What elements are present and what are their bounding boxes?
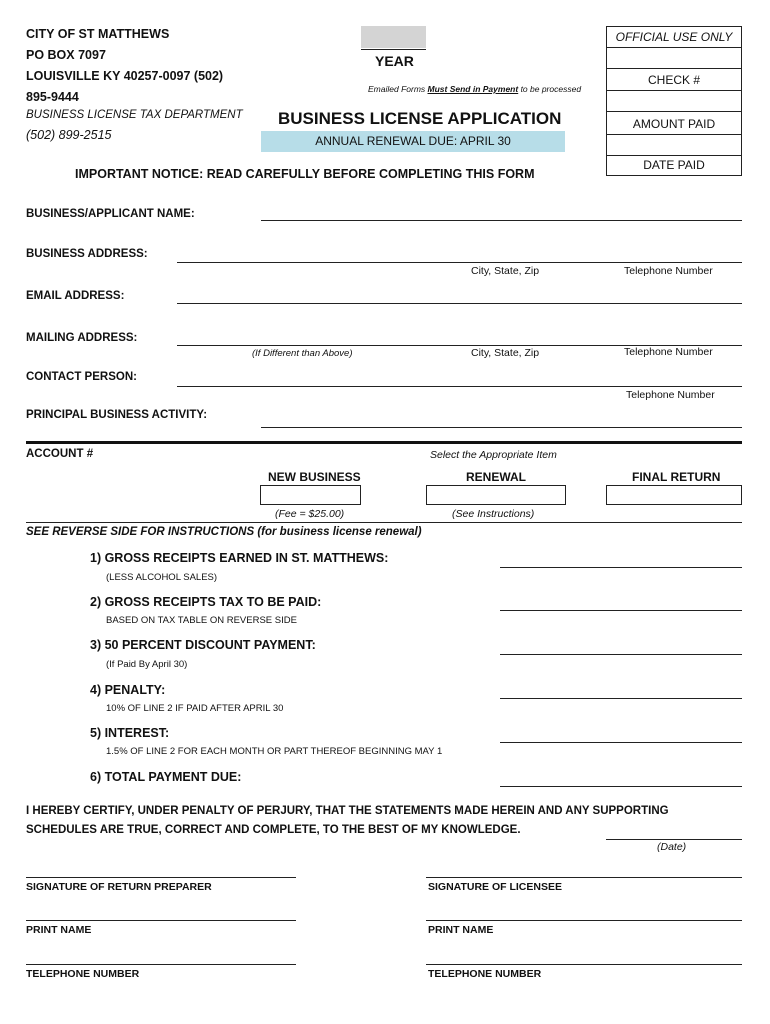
preparer-signature-label: SIGNATURE OF RETURN PREPARER: [26, 881, 212, 893]
business-address-field[interactable]: [177, 262, 742, 263]
final-return-checkbox[interactable]: [606, 485, 742, 505]
item-gross-receipts-title: 1) GROSS RECEIPTS EARNED IN ST. MATTHEWS:: [90, 551, 389, 565]
section-divider: [26, 441, 742, 444]
certify-line-2: SCHEDULES ARE TRUE, CORRECT AND COMPLETE, TO THE BEST OF MY KNOWLEDGE.: [26, 824, 521, 836]
principal-activity-field[interactable]: [261, 427, 742, 428]
select-item-prompt: Select the Appropriate Item: [430, 449, 557, 461]
year-underline: [361, 49, 426, 50]
item-penalty-note: 10% OF LINE 2 IF PAID AFTER APRIL 30: [106, 703, 284, 714]
renewal-banner: ANNUAL RENEWAL DUE: APRIL 30: [261, 131, 565, 152]
item-interest-title: 5) INTEREST:: [90, 726, 170, 740]
city-line: LOUISVILLE KY 40257-0097 (502): [26, 69, 224, 83]
email-note-emphasis: Must Send in Payment: [427, 84, 519, 94]
item-tax-paid-note: BASED ON TAX TABLE ON REVERSE SIDE: [106, 615, 297, 626]
reverse-side-note: SEE REVERSE SIDE FOR INSTRUCTIONS (for business license renewal): [26, 526, 422, 538]
date-paid-label: DATE PAID: [643, 158, 705, 172]
city-state-zip-label: City, State, Zip: [471, 265, 540, 277]
business-name-field[interactable]: [261, 220, 742, 221]
fee-note: (Fee = $25.00): [275, 508, 345, 520]
account-number-label: ACCOUNT #: [26, 448, 94, 460]
preparer-telephone-label: TELEPHONE NUMBER: [26, 968, 140, 980]
item-gross-receipts-field[interactable]: [500, 567, 742, 568]
licensee-signature-label: SIGNATURE OF LICENSEE: [428, 881, 562, 893]
item-total-field[interactable]: [500, 786, 742, 787]
official-divider: [606, 134, 742, 135]
renewal-checkbox[interactable]: [426, 485, 566, 505]
date-field[interactable]: [606, 839, 742, 840]
certify-line-1: I HEREBY CERTIFY, UNDER PENALTY OF PERJURY, THAT THE STATEMENTS MADE HEREIN AND ANY SUPPORTING: [26, 805, 669, 817]
date-label: (Date): [657, 841, 687, 853]
telephone-label: Telephone Number: [624, 346, 713, 358]
header-address-block: [26, 24, 223, 108]
email-note-post: to be processed: [518, 84, 582, 94]
official-divider: [606, 155, 742, 156]
item-interest-field[interactable]: [500, 742, 742, 743]
item-tax-paid-title: 2) GROSS RECEIPTS TAX TO BE PAID:: [90, 595, 322, 609]
contact-person-field[interactable]: [177, 386, 742, 387]
final-return-label: FINAL RETURN: [632, 470, 721, 484]
licensee-telephone-label: TELEPHONE NUMBER: [428, 968, 542, 980]
department-phone: (502) 899-2515: [26, 128, 112, 142]
check-number-label: CHECK #: [647, 73, 700, 87]
official-divider: [606, 90, 742, 91]
mailing-address-label: MAILING ADDRESS:: [26, 332, 138, 344]
see-instructions-note: (See Instructions): [452, 508, 535, 520]
city-state-zip-label: City, State, Zip: [471, 347, 540, 359]
po-box: PO BOX 7097: [26, 48, 106, 62]
year-label: YEAR: [375, 53, 414, 69]
licensee-print-name-label: PRINT NAME: [428, 924, 494, 936]
year-input[interactable]: [361, 26, 426, 48]
phone-cont: 895-9444: [26, 90, 79, 104]
item-discount-note: (If Paid By April 30): [106, 659, 188, 670]
amount-paid-label: AMOUNT PAID: [632, 117, 716, 131]
item-gross-receipts-note: (LESS ALCOHOL SALES): [106, 572, 218, 583]
email-note: [368, 84, 581, 94]
item-discount-title: 3) 50 PERCENT DISCOUNT PAYMENT:: [90, 638, 316, 652]
item-penalty-field[interactable]: [500, 698, 742, 699]
org-name: CITY OF ST MATTHEWS: [26, 27, 170, 41]
section-divider: [26, 522, 742, 523]
principal-activity-label: PRINCIPAL BUSINESS ACTIVITY:: [26, 409, 208, 421]
contact-person-label: CONTACT PERSON:: [26, 371, 137, 383]
official-use-title: OFFICIAL USE ONLY: [615, 30, 733, 44]
business-name-label: BUSINESS/APPLICANT NAME:: [26, 208, 195, 220]
licensee-telephone-field[interactable]: [426, 964, 742, 965]
form-title: BUSINESS LICENSE APPLICATION: [278, 109, 562, 128]
preparer-print-name-label: PRINT NAME: [26, 924, 92, 936]
email-label: EMAIL ADDRESS:: [26, 290, 125, 302]
preparer-signature-field[interactable]: [26, 877, 296, 878]
official-divider: [606, 111, 742, 112]
telephone-label: Telephone Number: [624, 265, 713, 277]
official-divider: [606, 68, 742, 69]
email-field[interactable]: [177, 303, 742, 304]
preparer-print-name-field[interactable]: [26, 920, 296, 921]
item-penalty-title: 4) PENALTY:: [90, 683, 166, 697]
official-divider: [606, 47, 742, 48]
licensee-print-name-field[interactable]: [426, 920, 742, 921]
business-address-label: BUSINESS ADDRESS:: [26, 248, 148, 260]
renewal-label: RENEWAL: [466, 470, 526, 484]
item-total-title: 6) TOTAL PAYMENT DUE:: [90, 770, 242, 784]
email-note-pre: Emailed Forms: [368, 84, 428, 94]
item-tax-paid-field[interactable]: [500, 610, 742, 611]
item-discount-field[interactable]: [500, 654, 742, 655]
preparer-telephone-field[interactable]: [26, 964, 296, 965]
new-business-label: NEW BUSINESS: [268, 470, 361, 484]
important-notice: IMPORTANT NOTICE: READ CAREFULLY BEFORE COMPLETING THIS FORM: [75, 167, 535, 181]
official-use-box: [606, 26, 742, 176]
licensee-signature-field[interactable]: [426, 877, 742, 878]
telephone-label: Telephone Number: [626, 389, 715, 401]
item-interest-note: 1.5% OF LINE 2 FOR EACH MONTH OR PART THEREOF BEGINNING MAY 1: [106, 746, 443, 757]
new-business-checkbox[interactable]: [260, 485, 361, 505]
if-different-note: (If Different than Above): [252, 348, 353, 359]
department-name: BUSINESS LICENSE TAX DEPARTMENT: [26, 109, 243, 121]
